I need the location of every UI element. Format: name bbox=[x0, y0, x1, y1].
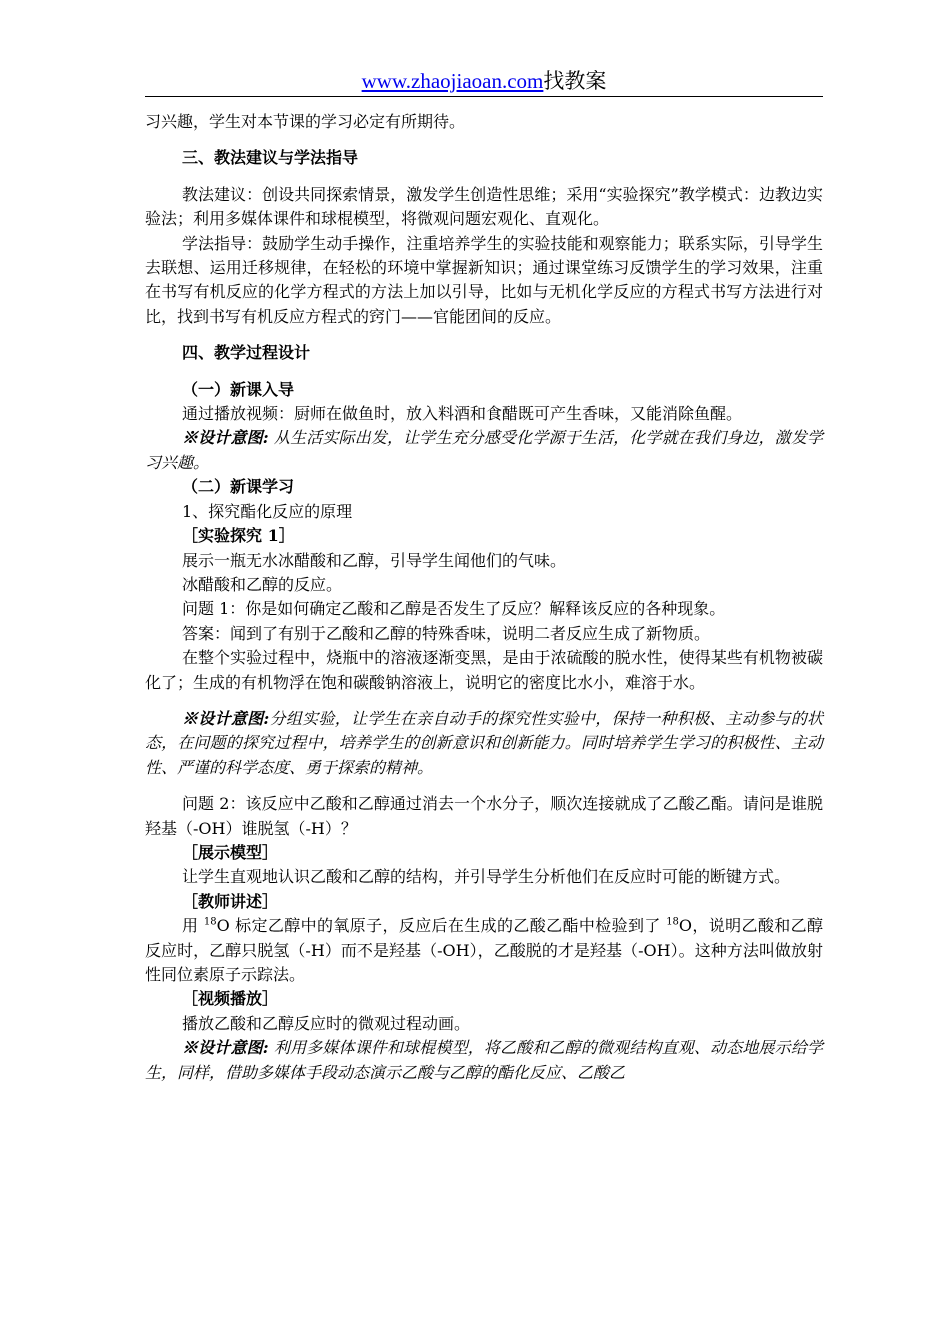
section-heading-4: 四、教学过程设计 bbox=[182, 343, 311, 363]
section-heading-3: 三、教法建议与学法指导 bbox=[182, 148, 359, 168]
paragraph-animation: 播放乙酸和乙醇反应时的微观过程动画。 bbox=[182, 1013, 471, 1033]
text-segment: O，说明乙酸和乙醇反应时，乙醇只脱氢（-H）而不是羟基（-OH），乙酸脱的才是羟基（-OH）。这种方法叫做放射性同位素原子示踪法。 bbox=[145, 916, 823, 984]
subheading-new-lesson: （二）新课学习 bbox=[182, 477, 295, 497]
label-video-play: ［视频播放］ bbox=[182, 989, 279, 1009]
text-segment: O 标定乙醇中的氧原子，反应后在生成的乙酸乙酯中检验到了 bbox=[216, 916, 667, 936]
design-intent-text: 利用多媒体课件和球棍模型，将乙酸和乙醇的微观结构直观、动态地展示给学生，同样，借助多媒体手段动态演示乙酸与乙醇的酯化反应、乙酸乙 bbox=[145, 1038, 823, 1082]
site-url-link[interactable]: www.zhaojiaoan.com bbox=[361, 69, 544, 93]
subheading-introduction: （一）新课入导 bbox=[182, 379, 295, 399]
design-intent-3 bbox=[145, 1036, 823, 1085]
paragraph-intro-tail: 习兴趣，学生对本节课的学习必定有所期待。 bbox=[145, 112, 466, 131]
paragraph-reaction: 冰醋酸和乙醇的反应。 bbox=[182, 574, 343, 594]
page-header bbox=[145, 66, 823, 97]
design-intent-1 bbox=[145, 426, 823, 475]
text-segment: 用 bbox=[182, 916, 204, 936]
design-intent-2 bbox=[145, 707, 823, 780]
paragraph-isotope bbox=[145, 914, 823, 987]
list-item-esterification: 1、探究酯化反应的原理 bbox=[182, 501, 353, 521]
paragraph-show-bottle: 展示一瓶无水冰醋酸和乙醇，引导学生闻他们的气味。 bbox=[182, 550, 567, 570]
design-intent-text: 从生活实际出发，让学生充分感受化学源于生活，化学就在我们身边，激发学习兴趣。 bbox=[145, 428, 823, 472]
label-experiment-1: ［实验探究 1］ bbox=[182, 526, 295, 546]
paragraph-teaching-method: 教法建议：创设共同探索情景，激发学生创造性思维；采用“实验探究”教学模式：边教边实验法；利用多媒体课件和球棍模型，将微观问题宏观化、直观化。 bbox=[145, 184, 823, 229]
paragraph-process: 在整个实验过程中，烧瓶中的溶液逐渐变黑，是由于浓硫酸的脱水性，使得某些有机物被碳化了；生成的有机物浮在饱和碳酸钠溶液上，说明它的密度比水小，难溶于水。 bbox=[145, 648, 823, 692]
design-intent-text: 分组实验，让学生在亲自动手的探究性实验中，保持一种积极、主动参与的状态，在问题的探究过程中，培养学生的创新意识和创新能力。同时培养学生学习的积极性、主动性、严谨的科学态度、勇于探索的精神。 bbox=[145, 708, 823, 777]
document-body bbox=[145, 110, 823, 1085]
design-intent-label: ※设计意图: bbox=[182, 428, 269, 448]
answer-1: 答案：闻到了有别于乙酸和乙醇的特殊香味，说明二者反应生成了新物质。 bbox=[182, 623, 711, 643]
design-intent-label: ※设计意图: bbox=[182, 708, 270, 728]
label-teacher-explains: ［教师讲述］ bbox=[182, 891, 279, 911]
question-1: 问题 1：你是如何确定乙酸和乙醇是否发生了反应？解释该反应的各种现象。 bbox=[182, 599, 726, 619]
paragraph-model: 让学生直观地认识乙酸和乙醇的结构，并引导学生分析他们在反应时可能的断键方式。 bbox=[182, 867, 791, 887]
site-name: 找教案 bbox=[543, 69, 607, 93]
design-intent-label: ※设计意图: bbox=[182, 1038, 269, 1058]
question-2: 问题 2：该反应中乙酸和乙醇通过消去一个水分子，顺次连接就成了乙酸乙酯。请问是谁脱羟基（-OH）谁脱氢（-H）？ bbox=[145, 794, 823, 838]
paragraph-video: 通过播放视频：厨师在做鱼时，放入料酒和食醋既可产生香味，又能消除鱼醒。 bbox=[182, 404, 743, 424]
paragraph-learning-method: 学法指导：鼓励学生动手操作，注重培养学生的实验技能和观察能力；联系实际，引导学生去联想、运用迁移规律，在轻松的环境中掌握新知识；通过课堂练习反馈学生的学习效果，注重在书写有机反应的化学方程式的方法上加以引导，比如与无机化学反应的方程式书写方法进行对比，找到书写有机反应方程式的窍门——官能团间的反应。 bbox=[145, 233, 823, 326]
superscript-18: 18 bbox=[666, 916, 679, 928]
superscript-18: 18 bbox=[203, 916, 217, 928]
label-show-model: ［展示模型］ bbox=[182, 842, 279, 862]
